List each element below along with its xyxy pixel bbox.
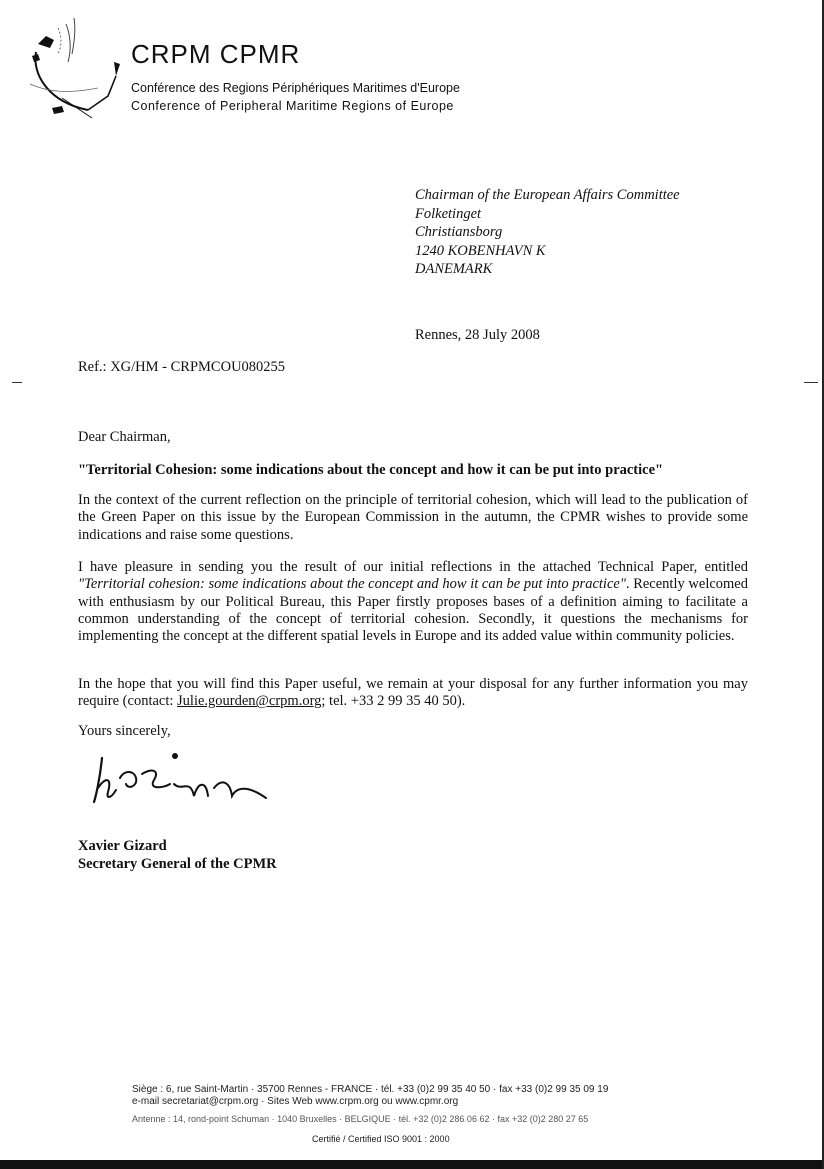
footer-contact: e-mail secretariat@crpm.org · Sites Web www.crpm.org ou www.cpmr.org bbox=[132, 1096, 459, 1107]
handwritten-signature bbox=[90, 748, 280, 818]
recipient-line: DANEMARK bbox=[415, 261, 493, 277]
paragraph-text: . Recently welcomed with enthusiasm by our Political Bureau, this Paper firstly proposes bases of a definition aiming to facilitate a common understanding of the concept of territorial cohesion. Secondly, it questions the mechanisms for implementing the concept at the different spatial levels in Europe and its added value within community policies. bbox=[78, 576, 748, 645]
footer-headquarters: Siège : 6, rue Saint-Martin · 35700 Rennes - FRANCE · tél. +33 (0)2 99 35 40 50 · fax +33 (0)2 99 35 09 19 bbox=[132, 1084, 609, 1095]
body-paragraph bbox=[78, 559, 748, 645]
paper-title: "Territorial cohesion: some indications about the concept and how it can be put into practice" bbox=[78, 576, 626, 593]
body-paragraph: In the context of the current reflection on the principle of territorial cohesion, which will lead to the publication of the Green Paper on this issue by the European Commission in the autumn, the CPMR wishes to provide some indications and raise some questions. bbox=[78, 492, 748, 543]
paragraph-text: I have pleasure in sending you the result of our initial reflections in the attached Technical Paper, entitled bbox=[78, 559, 748, 575]
recipient-line: 1240 KOBENHAVN K bbox=[415, 242, 546, 259]
paragraph-text: In the hope that you will find this Paper useful, we remain at your disposal for any further information you may require (contact: bbox=[78, 676, 748, 710]
salutation: Dear Chairman, bbox=[78, 429, 171, 445]
body-paragraph bbox=[78, 676, 748, 711]
closing: Yours sincerely, bbox=[78, 723, 171, 739]
recipient-line: Folketinget bbox=[415, 205, 482, 222]
letter-date: Rennes, 28 July 2008 bbox=[415, 327, 540, 343]
fold-mark-left bbox=[12, 382, 22, 383]
reference-number: Ref.: XG/HM - CRPMCOU080255 bbox=[78, 359, 286, 375]
signer-name: Xavier Gizard bbox=[78, 838, 167, 854]
paragraph-text: ; tel. +33 2 99 35 40 50). bbox=[321, 693, 466, 710]
cpmr-logo bbox=[28, 14, 123, 124]
footer-certification: Certifié / Certified ISO 9001 : 2000 bbox=[312, 1134, 450, 1144]
recipient-address bbox=[415, 186, 680, 279]
fold-mark-right bbox=[804, 382, 818, 383]
recipient-line: Christiansborg bbox=[415, 224, 503, 240]
scan-bottom-border bbox=[0, 1160, 824, 1169]
org-name: CRPM CPMR bbox=[131, 39, 301, 69]
org-name-english: Conference of Peripheral Maritime Regions of Europe bbox=[131, 99, 454, 113]
subject-line: "Territorial Cohesion: some indications about the concept and how it can be put into practice" bbox=[78, 462, 664, 478]
signer-title: Secretary General of the CPMR bbox=[78, 856, 277, 872]
org-name-french: Conférence des Regions Périphériques Maritimes d'Europe bbox=[131, 81, 460, 95]
footer-brussels-office: Antenne : 14, rond-point Schuman · 1040 Bruxelles · BELGIQUE · tél. +32 (0)2 286 06 62 · fax +32 (0)2 280 27 65 bbox=[132, 1114, 589, 1124]
contact-email-link[interactable]: Julie.gourden@crpm.org bbox=[177, 693, 322, 710]
recipient-line: Chairman of the European Affairs Committee bbox=[415, 187, 680, 203]
